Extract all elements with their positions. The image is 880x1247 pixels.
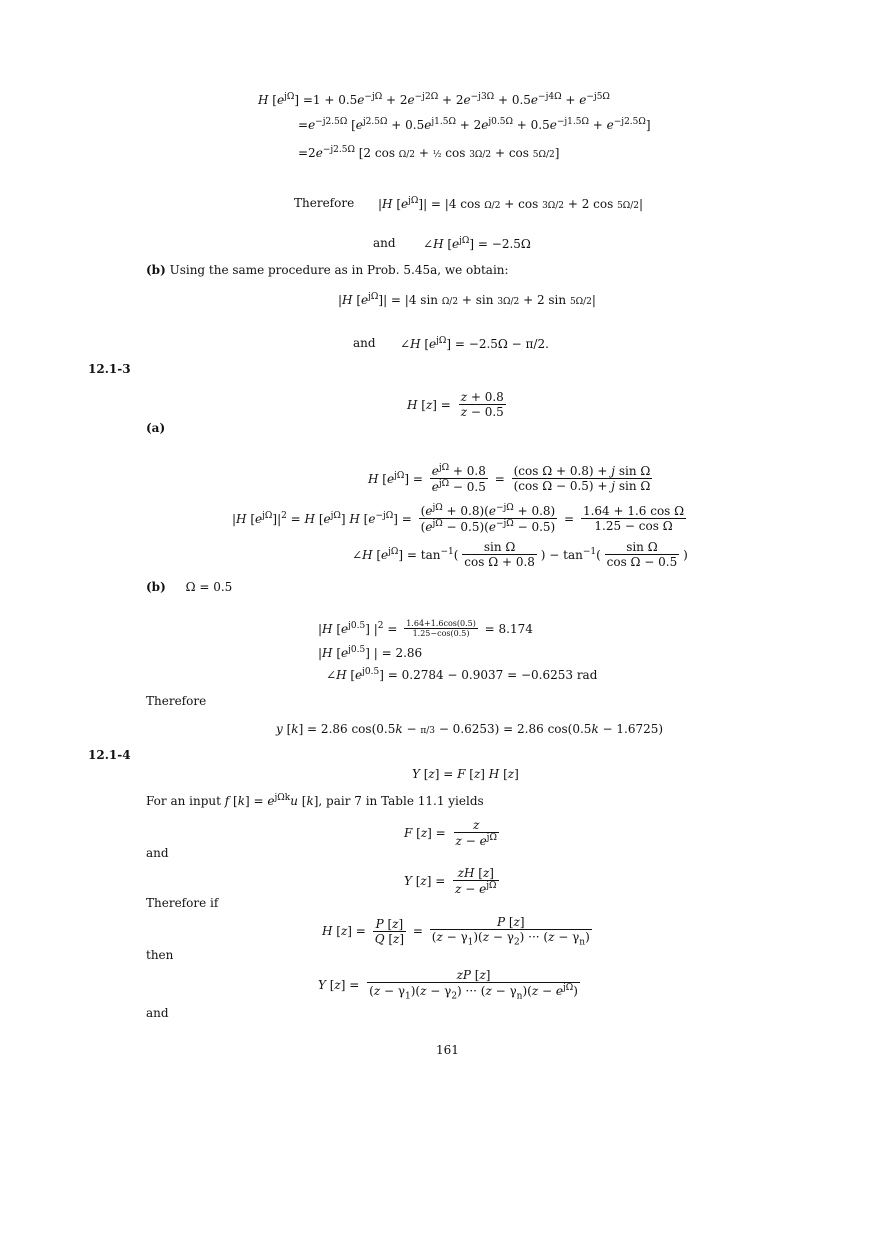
eq-h-ejomega: H $[e^{j\Omega}]$ = $e^{j\Omega} + 0.8$ $e^{j\Omega} - 0.5$ = $\frac{\text{(cos Ω + 0.8) + j sin Ω}}{\text{(cos Ω − 0.5) + j sin Ω}}$ (368, 463, 651, 494)
omega-value: Ω = 0.5 (185, 580, 233, 594)
eq-b-mag: |H $[e^{j0.5}]$ | = 2.86 (318, 645, 423, 660)
eq-magnitude-a: |H $[e^{j\Omega}]| = |4$ cos Ω/2 + cos 3Ω/2 + 2 cos 5Ω/2| (378, 196, 644, 211)
part-b-label-12-1-3: (b) (146, 580, 166, 594)
and-label-b: and (353, 336, 376, 350)
eq-b-mag-squared: |H $[e^{j0.5}] |^2$ = $\frac{1.64+1.6\cos(0.5)}{1.25-\cos(0.5)}$ = 8.174 (318, 619, 533, 638)
eq-h-expansion-line1: H $[e^{j\Omega}] =1 + 0.5e^{-j\Omega} + 2e^{-j2\Omega} + 2e^{-j3\Omega} + 0.5e^{-j4\Omega} + e^{-j5\Omega}$ (258, 92, 610, 107)
part-a-label-12-1-3: (a) (146, 421, 166, 435)
problem-number-12-1-3: 12.1-3 (88, 362, 131, 376)
then-label: then (146, 948, 174, 962)
eq-yk: y [k] = 2.86 cos(0.5k − π/3 − 0.6253) = 2.86 cos(0.5k − 1.6725) (276, 722, 664, 736)
eq-phase-b: ∠H $[e^{j\Omega}] = -2.5\Omega - \pi/2$. (400, 336, 549, 351)
eq-yz-fz-hz: Y [z] = F [z] H [z] (412, 767, 519, 781)
eq-yz-zhz: Y [z] = zH [z] $z - e^{j\Omega}$ (404, 866, 497, 896)
problem-number-12-1-4: 12.1-4 (88, 748, 131, 762)
page-number: 161 (436, 1043, 459, 1057)
text-input-pair: For an input f $[k] = e^{j\Omega k}u$ [k], pair 7 in Table 11.1 yields (146, 793, 484, 808)
part-b-prev (146, 263, 509, 277)
eq-fz: F [z] = z $z - e^{j\Omega}$ (404, 818, 497, 848)
therefore-label-a: Therefore (294, 196, 355, 210)
and-label-final: and (146, 1006, 169, 1020)
eq-h-expansion-line2: $=e^{-j2.5\Omega}$ $[e^{j2.5\Omega} + 0.5e^{j1.5\Omega} + 2e^{j0.5\Omega} + 0.5e^{-j1.5\Omega} + e^{-j2.5\Omega}]$ (298, 117, 651, 132)
therefore-label-12-1-3: Therefore (146, 694, 207, 708)
therefore-if-label: Therefore if (146, 896, 219, 910)
and-label-a: and (373, 236, 396, 250)
eq-h-phase: ∠H $[e^{j\Omega}] = \tan^{-1}$( $\frac{\text{sin Ω}}{\text{cos Ω + 0.8}}$ ) − $\tan^{-1}$( $\frac{\text{sin Ω}}{\text{cos Ω − 0.5}}$ ) (352, 540, 688, 569)
eq-b-phase: ∠H $[e^{j0.5}] = 0.2784 - 0.9037 = -0.6253$ rad (326, 667, 598, 682)
part-b-text: Using the same procedure as in Prob. 5.45a, we obtain: (169, 263, 509, 277)
and-label-12-1-4: and (146, 846, 169, 860)
eq-yz-full: Y [z] = zP [z] $(z - \gamma_1)(z - \gamma_2)$ ··· $(z - \gamma_n)(z - e^{j\Omega})$ (318, 968, 578, 1002)
eq-phase-a: ∠H $[e^{j\Omega}] = -2.5\Omega$ (423, 236, 531, 251)
eq-h-expansion-line3: $=2e^{-j2.5\Omega}$ [2 cos Ω/2 + ½ cos 3Ω/2 + cos 5Ω/2] (298, 145, 560, 160)
part-b-label: (b) (146, 263, 166, 277)
eq-magnitude-b: |H $[e^{j\Omega}]| = |4$ sin Ω/2 + sin 3Ω/2 + 2 sin 5Ω/2| (338, 292, 596, 307)
eq-h-mag-squared: |H $[e^{j\Omega}]|^2 = H$ $[e^{j\Omega}]$ H $[e^{-j\Omega}]$ = $(e^{j\Omega} + 0.8)(e^{-j\Omega} + 0.8)$ $(e^{j\Omega} - 0.5)(e^{-j\Omega} - 0.5)$ = $\frac{\text{1.64 + 1.6 cos Ω}}{\text{1.25 − cos Ω}}$ (232, 503, 685, 534)
eq-hz-12-1-3: H [z] = $\frac{z + 0.8}{z - 0.5}$ (407, 390, 504, 419)
part-b-12-1-3 (146, 580, 232, 594)
eq-hz-pq: H [z] = $\frac{P [z]}{Q [z]}$ = $\frac{P [z]}{(z - \gamma_1)(z - \gamma_2) \cdot\cdot\cdot (z - \gamma_n)}$ (322, 915, 590, 948)
